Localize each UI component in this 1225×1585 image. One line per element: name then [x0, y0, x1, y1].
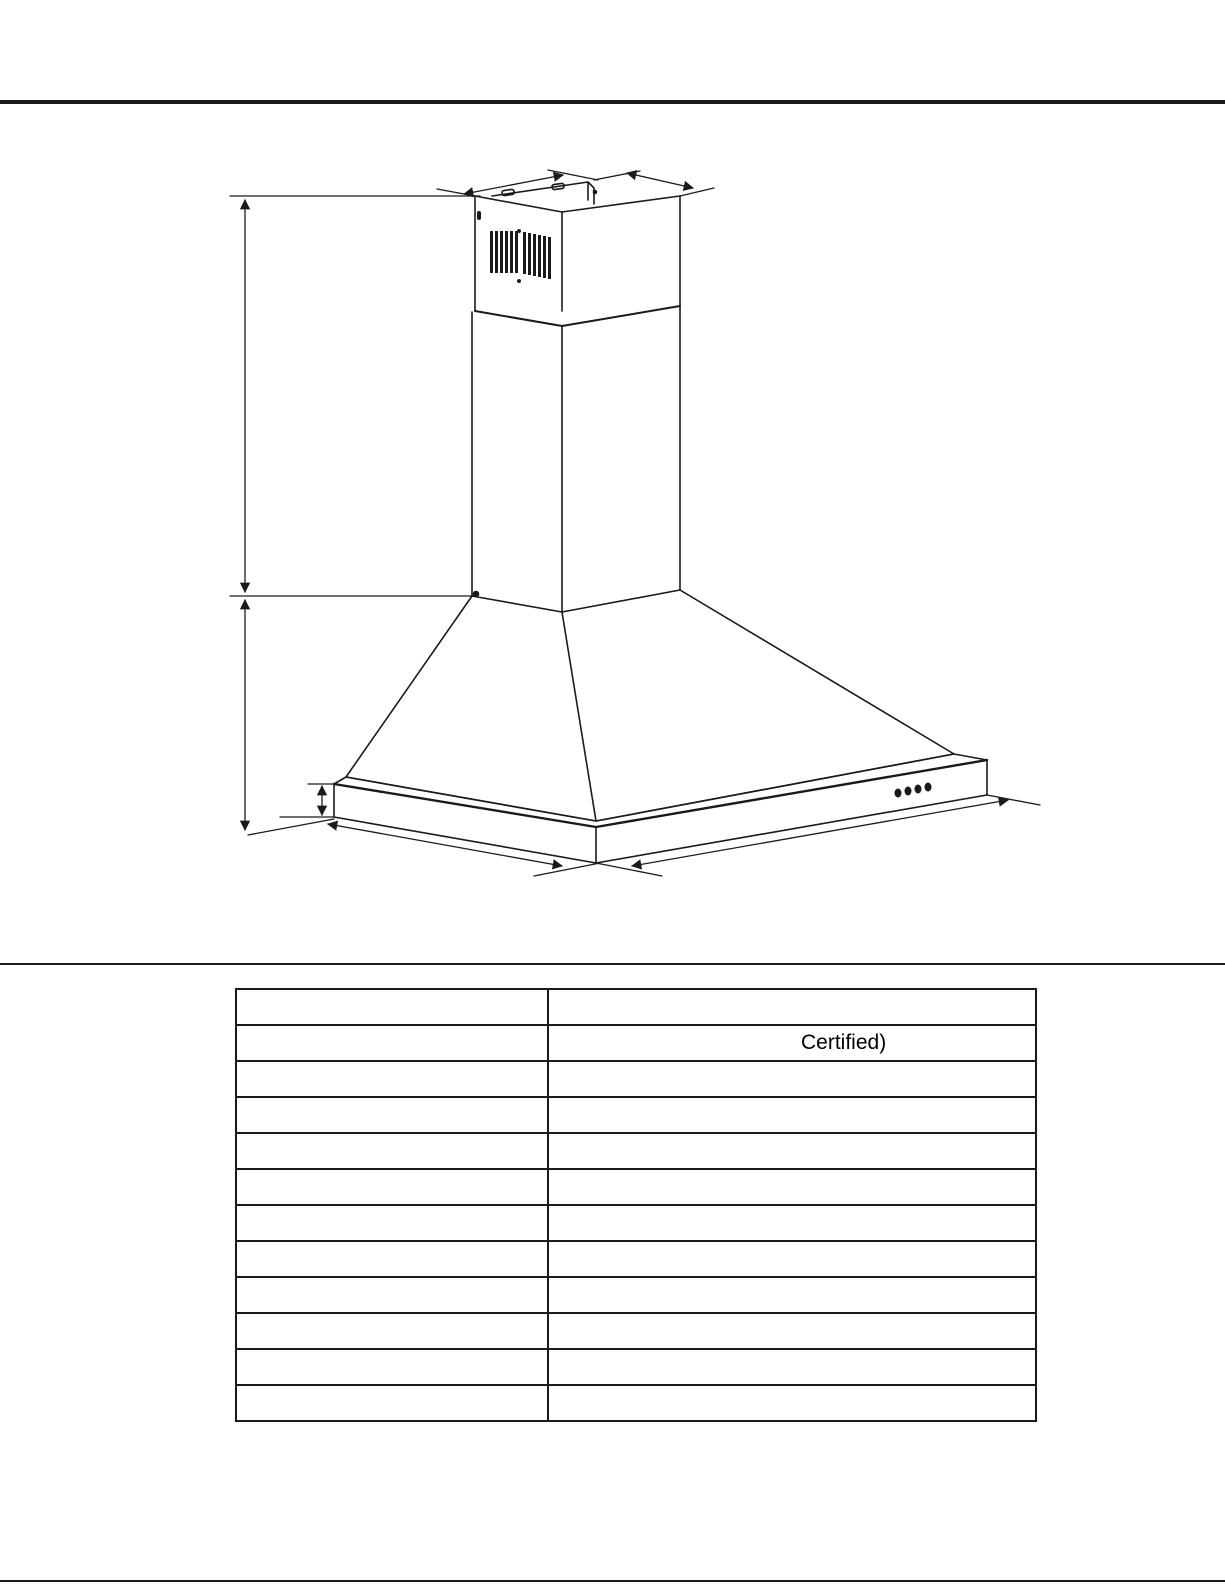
spec-label — [236, 1169, 548, 1205]
specifications-table — [235, 988, 1037, 1422]
table-row — [236, 1313, 1036, 1349]
table-row — [236, 1205, 1036, 1241]
table-row — [236, 1061, 1036, 1097]
spec-value — [548, 1169, 1036, 1205]
spec-value: Certified) — [548, 1025, 1036, 1061]
lower-chimney — [472, 306, 680, 612]
spec-label — [236, 1349, 548, 1385]
vent-slots — [490, 229, 551, 283]
spec-value — [548, 1241, 1036, 1277]
table-row — [236, 1025, 1036, 1061]
spec-label — [236, 1025, 548, 1061]
spec-label — [236, 1133, 548, 1169]
control-buttons — [895, 783, 932, 798]
table-row — [236, 1241, 1036, 1277]
table-row — [236, 1169, 1036, 1205]
spec-label — [236, 1205, 548, 1241]
table-row — [236, 1385, 1036, 1421]
table-row — [236, 1277, 1036, 1313]
spec-label — [236, 1241, 548, 1277]
table-row — [236, 1349, 1036, 1385]
spec-value — [548, 1313, 1036, 1349]
spec-value — [548, 1205, 1036, 1241]
hood-base — [334, 754, 987, 863]
spec-value — [548, 1097, 1036, 1133]
spec-label — [236, 1385, 548, 1421]
spec-label — [236, 989, 548, 1025]
spec-value — [548, 1061, 1036, 1097]
spec-value — [548, 1385, 1036, 1421]
spec-value — [548, 1133, 1036, 1169]
spec-value — [548, 989, 1036, 1025]
table-row — [236, 989, 1036, 1025]
canopy — [346, 590, 954, 821]
table-row — [236, 1097, 1036, 1133]
spec-value — [548, 1349, 1036, 1385]
spec-label — [236, 1277, 548, 1313]
spec-label — [236, 1097, 548, 1133]
section-divider — [0, 963, 1225, 965]
spec-label — [236, 1061, 548, 1097]
top-divider — [0, 100, 1225, 104]
bottom-divider — [0, 1580, 1225, 1582]
spec-value — [548, 1277, 1036, 1313]
range-hood-dimension-diagram — [0, 150, 1225, 910]
table-row — [236, 1133, 1036, 1169]
spec-label — [236, 1313, 548, 1349]
